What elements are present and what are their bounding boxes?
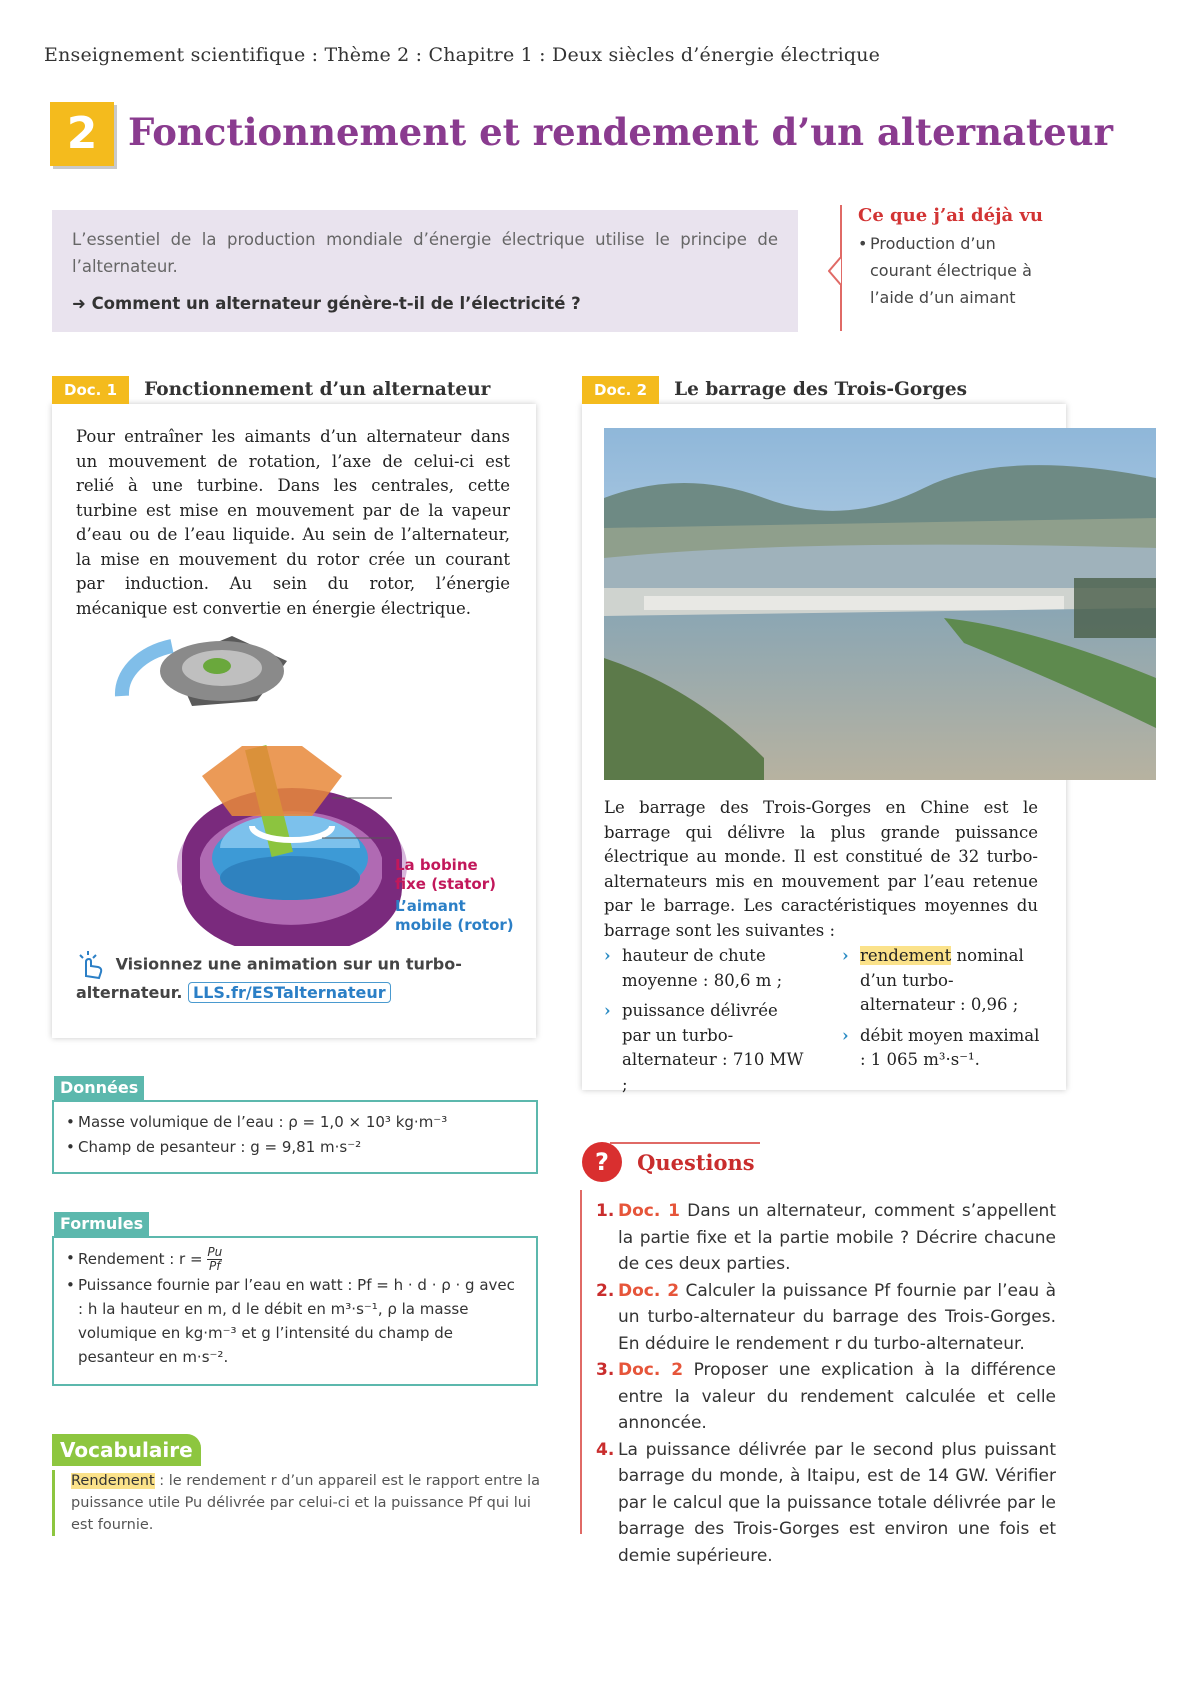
vocabulaire-body <box>52 1470 542 1536</box>
list-item: › débit moyen maximal : 1 065 m³·s⁻¹. <box>842 1025 1040 1069</box>
question-mark-icon <box>580 1140 624 1184</box>
panel-pointer-icon <box>828 257 842 285</box>
chevron-right-icon: › <box>842 1025 849 1045</box>
section-number-badge: 2 <box>50 102 114 166</box>
vocab-definition: : le rendement r d’un appareil est le rapport entre la puissance utile Pu délivrée par celui-ci et la puissance Pf qui lui est fournie. <box>71 1473 541 1533</box>
intro-box <box>52 210 798 332</box>
running-header: Enseignement scientifique : Thème 2 : Chapitre 1 : Deux siècles d’énergie électrique <box>44 44 881 66</box>
animation-block <box>76 950 506 1005</box>
doc1-tab: Doc. 1 <box>52 376 129 404</box>
formules-box <box>52 1236 538 1386</box>
donnees-section <box>54 1076 144 1100</box>
label-rotor-line1: L’aimant <box>395 897 466 915</box>
label-rotor-line2: mobile (rotor) <box>395 916 514 934</box>
intro-question: ➜ Comment un alternateur génère-t-il de l’électricité ? <box>72 294 581 313</box>
formules-section <box>54 1212 149 1236</box>
label-stator-line2: fixe (stator) <box>395 875 496 893</box>
list-item: • Rendement : r = $\frac{Pu}{Pf}$ <box>66 1246 524 1273</box>
doc2-title: Le barrage des Trois-Gorges <box>674 379 968 400</box>
donnees-tab: Données <box>54 1076 144 1100</box>
doc2-header <box>582 376 967 404</box>
highlight-term: rendement <box>860 946 952 965</box>
list-item: › puissance délivrée par un turbo-alternateur : 710 MW ; <box>604 1001 804 1094</box>
chevron-right-icon: › <box>604 946 611 965</box>
vocabulaire-tab: Vocabulaire <box>52 1434 201 1466</box>
alternator-illustration <box>82 626 412 946</box>
list-item: › hauteur de chute moyenne : 80,6 m ; <box>604 946 783 990</box>
hand-click-icon <box>76 950 106 980</box>
chevron-right-icon: › <box>842 946 849 965</box>
vocab-term: Rendement <box>71 1473 155 1489</box>
list-item: › rendement nominal d’un turbo-alternateur : 0,96 ; <box>842 946 1024 1014</box>
formules-tab: Formules <box>54 1212 149 1236</box>
already-seen-item: • Production d’un courant électrique à l’aide d’un aimant <box>858 230 1050 311</box>
fraction: $\frac{Pu}{Pf}$ <box>207 1245 223 1273</box>
characteristics-col1 <box>604 944 804 1103</box>
questions-rule-top <box>610 1142 760 1144</box>
doc1-text: Pour entraîner les aimants d’un alternateur dans un mouvement de rotation, l’axe de celui-ci est relié à une turbine. Dans les centrales, cette turbine est mise en mouvement par de la vapeur d’eau ou de l’eau liquide. Au sein de l’alternateur, la mise en mouvement du rotor crée un courant par induction. Au sein du rotor, l’énergie mécanique est convertie en énergie électrique. <box>76 427 510 618</box>
page-title: Fonctionnement et rendement d’un alternateur <box>128 110 1113 154</box>
animation-link[interactable]: LLS.fr/ESTalternateur <box>188 982 391 1003</box>
already-seen-title: Ce que j’ai déjà vu <box>858 205 1044 226</box>
animation-text: Visionnez une animation sur un turbo-alternateur. <box>76 954 462 1002</box>
question-item: 2. Doc. 2 Calculer la puissance Pf fournie par l’eau à un turbo-alternateur du barrage des Trois-Gorges. En déduire le rendement r du turbo-alternateur. <box>596 1280 1056 1354</box>
list-item: • Masse volumique de l’eau : ρ = 1,0 × 10³ kg·m⁻³ <box>66 1110 524 1135</box>
list-item: • Champ de pesanteur : g = 9,81 m·s⁻² <box>66 1135 524 1160</box>
doc2-text: Le barrage des Trois-Gorges en Chine est le barrage qui délivre la plus grande puissance électrique au monde. Il est constitué de 32 turbo-alternateurs mis en mouvement par l’eau retenue par le barrage. Les caractéristiques moyennes du barrage sont les suivantes : <box>604 798 1038 940</box>
list-item: • Puissance fournie par l’eau en watt : Pf = h · d · ρ · g avec : h la hauteur en m, d le débit en m³·s⁻¹, ρ la masse volumique en kg·m⁻³ et g l’intensité du champ de pesanteur en m·s⁻². <box>66 1273 524 1369</box>
label-stator <box>395 856 496 894</box>
intro-text: L’essentiel de la production mondiale d’énergie électrique utilise le principe de l’alternateur. <box>72 230 778 276</box>
questions-header <box>580 1140 1060 1184</box>
question-item: 1. Doc. 1 Dans un alternateur, comment s’appellent la partie fixe et la partie mobile ? Décrire chacune de ces deux parties. <box>596 1201 1056 1274</box>
characteristics-col2 <box>842 944 1042 1079</box>
question-item: 4. La puissance délivrée par le second plus puissant barrage du monde, à Itaipu, est de 14 GW. Vérifier par le calcul que la puissance totale délivrée par le barrage des Trois-Gorges est environ une fois et demie supérieure. <box>596 1439 1056 1566</box>
already-seen-panel <box>840 205 1088 331</box>
label-stator-line1: La bobine <box>395 856 478 874</box>
doc1-header <box>52 376 490 404</box>
questions-title: Questions <box>637 1149 755 1175</box>
questions-list <box>596 1198 1056 1569</box>
questions-rule <box>580 1190 582 1534</box>
donnees-box <box>52 1100 538 1174</box>
doc2-tab: Doc. 2 <box>582 376 659 404</box>
svg-text:?: ? <box>595 1148 609 1176</box>
dam-photo <box>604 428 1156 780</box>
label-rotor <box>395 897 514 935</box>
chevron-right-icon: › <box>604 1001 611 1020</box>
doc1-title: Fonctionnement d’un alternateur <box>144 379 491 400</box>
question-item: 3. Doc. 2 Proposer une explication à la différence entre la valeur du rendement calculée et celle annoncée. <box>596 1360 1056 1433</box>
